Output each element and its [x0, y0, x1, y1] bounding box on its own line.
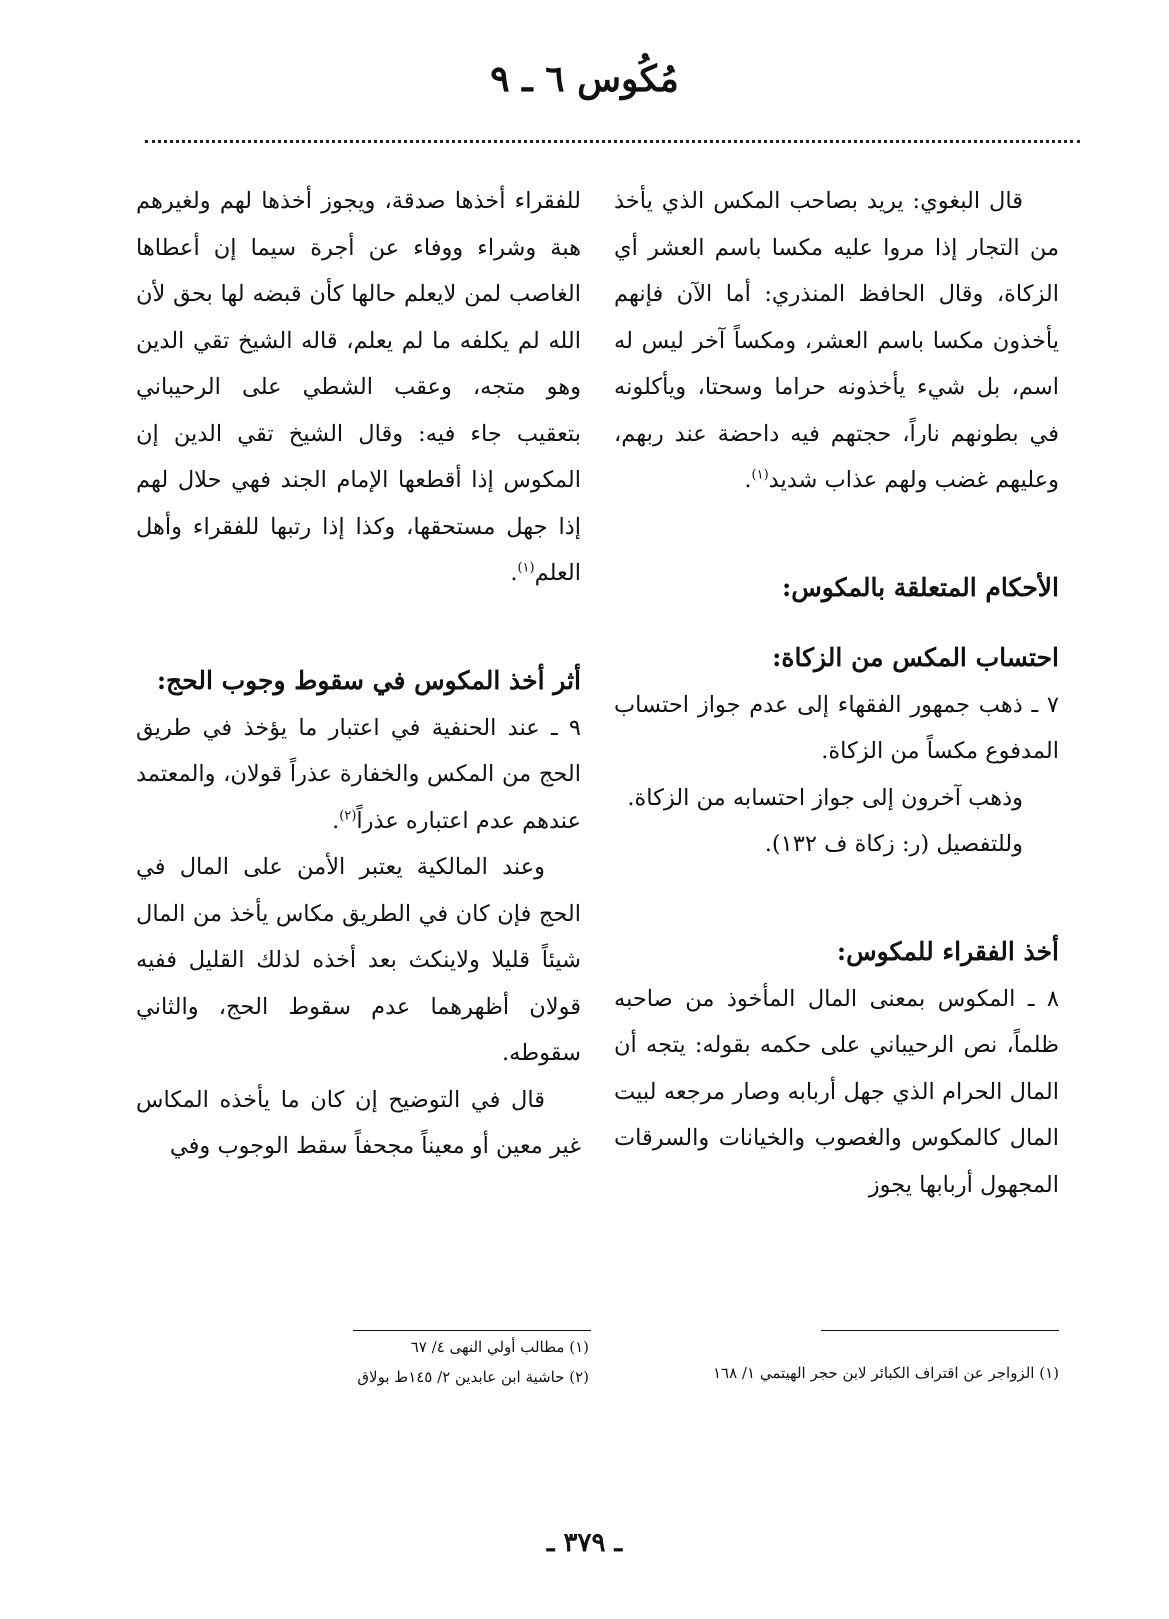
paragraph-9c: قال في التوضيح إن كان ما يأخذه المكاس غير معين أو معيناً مجحفاً سقط الوجوب وفي	[136, 1086, 581, 1159]
left-column	[136, 178, 581, 1170]
heading-akhdh-fuqara: أخذ الفقراء للمكوس:	[836, 936, 1059, 966]
paragraph-7: ٧ ـ ذهب جمهور الفقهاء إلى عدم جواز احتساب المدفوع مكساً من الزكاة.	[614, 691, 1059, 764]
heading-ahkam: الأحكام المتعلقة بالمكوس:	[781, 572, 1059, 602]
page-header-title: مُكُوس ٦ ـ ٩	[490, 58, 679, 100]
footnote: (١) الزواجر عن اقتراف الكبائر لابن حجر الهيتمي ١/ ١٦٨	[712, 1364, 1059, 1382]
heading-ihtisab: احتساب المكس من الزكاة:	[772, 642, 1059, 672]
page-number: ـ ٣٧٩ ـ	[546, 1528, 623, 1558]
footnote-ref: (١)	[751, 467, 769, 483]
heading-athar: أثر أخذ المكوس في سقوط وجوب الحج:	[156, 665, 581, 695]
footnotes-left	[144, 1332, 589, 1392]
footnote: (١) مطالب أولي النهى ٤/ ٦٧	[410, 1338, 589, 1356]
paragraph-8: ٨ ـ المكوس بمعنى المال المأخوذ من صاحبه ظلماً، نص الرحيباني على حكمه بقوله: يتجه أن المال الحرام الذي جهل أربابه وصار مرجعه لبيت المال كالمكوس والغصوب والخيانات والسرقات المجهول أربابها يجوز	[614, 985, 1059, 1198]
footnote-divider-left	[353, 1330, 591, 1331]
paragraph-7c: وللتفصيل (ر: زكاة ف ١٣٢).	[764, 831, 1023, 857]
header-dotted-divider	[145, 140, 1080, 143]
footnote-ref: (١)	[517, 560, 535, 576]
footnotes-right	[614, 1358, 1059, 1388]
paragraph-7b: وذهب آخرون إلى جواز احتسابه من الزكاة.	[627, 784, 1023, 811]
paragraph-baghawi: قال البغوي: يريد بصاحب المكس الذي يأخذ من التجار إذا مروا عليه مكسا باسم العشر أي الزكاة، وقال الحافظ المنذري: أما الآن فإنهم يأخذون مكسا باسم العشر، ومكساً آخر ليس له اسم، بل شيء يأخذونه حراما وسحتا، ويأكلونه في بطونهم ناراً، حجتهم فيه داحضة عند ربهم، وعليهم غضب ولهم عذاب شديد$^{(١)}$.	[614, 188, 1059, 493]
footnote-ref: (٢)	[339, 808, 357, 823]
right-column	[614, 178, 1059, 1208]
footnote: (٢) حاشية ابن عابدين ٢/ ١٤٥ط بولاق	[357, 1368, 589, 1386]
footnote-divider-right	[821, 1330, 1059, 1331]
paragraph-9: ٩ ـ عند الحنفية في اعتبار ما يؤخذ في طريق الحج من المكس والخفارة عذراً قولان، والمعتمد عندهم عدم اعتباره عذراً$^{(٢)}$.	[136, 714, 581, 834]
paragraph-9b: وعند المالكية يعتبر الأمن على المال في الحج فإن كان في الطريق مكاس يأخذ من المال شيئاً قليلا ولاينكث بعد أخذه لذلك القليل ففيه قولان أظهرهما عدم سقوط الحج، والثاني سقوطه.	[136, 854, 581, 1066]
paragraph-continuation: للفقراء أخذها صدقة، ويجوز أخذها لهم ولغيرهم هبة وشراء ووفاء عن أجرة سيما إن أعطاها الغاصب لمن لايعلم حالها كأن قبضه لها بحق لأن الله لم يكلفه ما لم يعلم، قاله الشيخ تقي الدين وهو متجه، وعقب الشطي على الرحيباني بتعقيب جاء فيه: وقال الشيخ تقي الدين إن المكوس إذا أقطعها الإمام الجند فهي حلال لهم إذا جهل مستحقها، وكذا إذا رتبها للفقراء وأهل العلم$^{(١)}$.	[136, 188, 581, 586]
